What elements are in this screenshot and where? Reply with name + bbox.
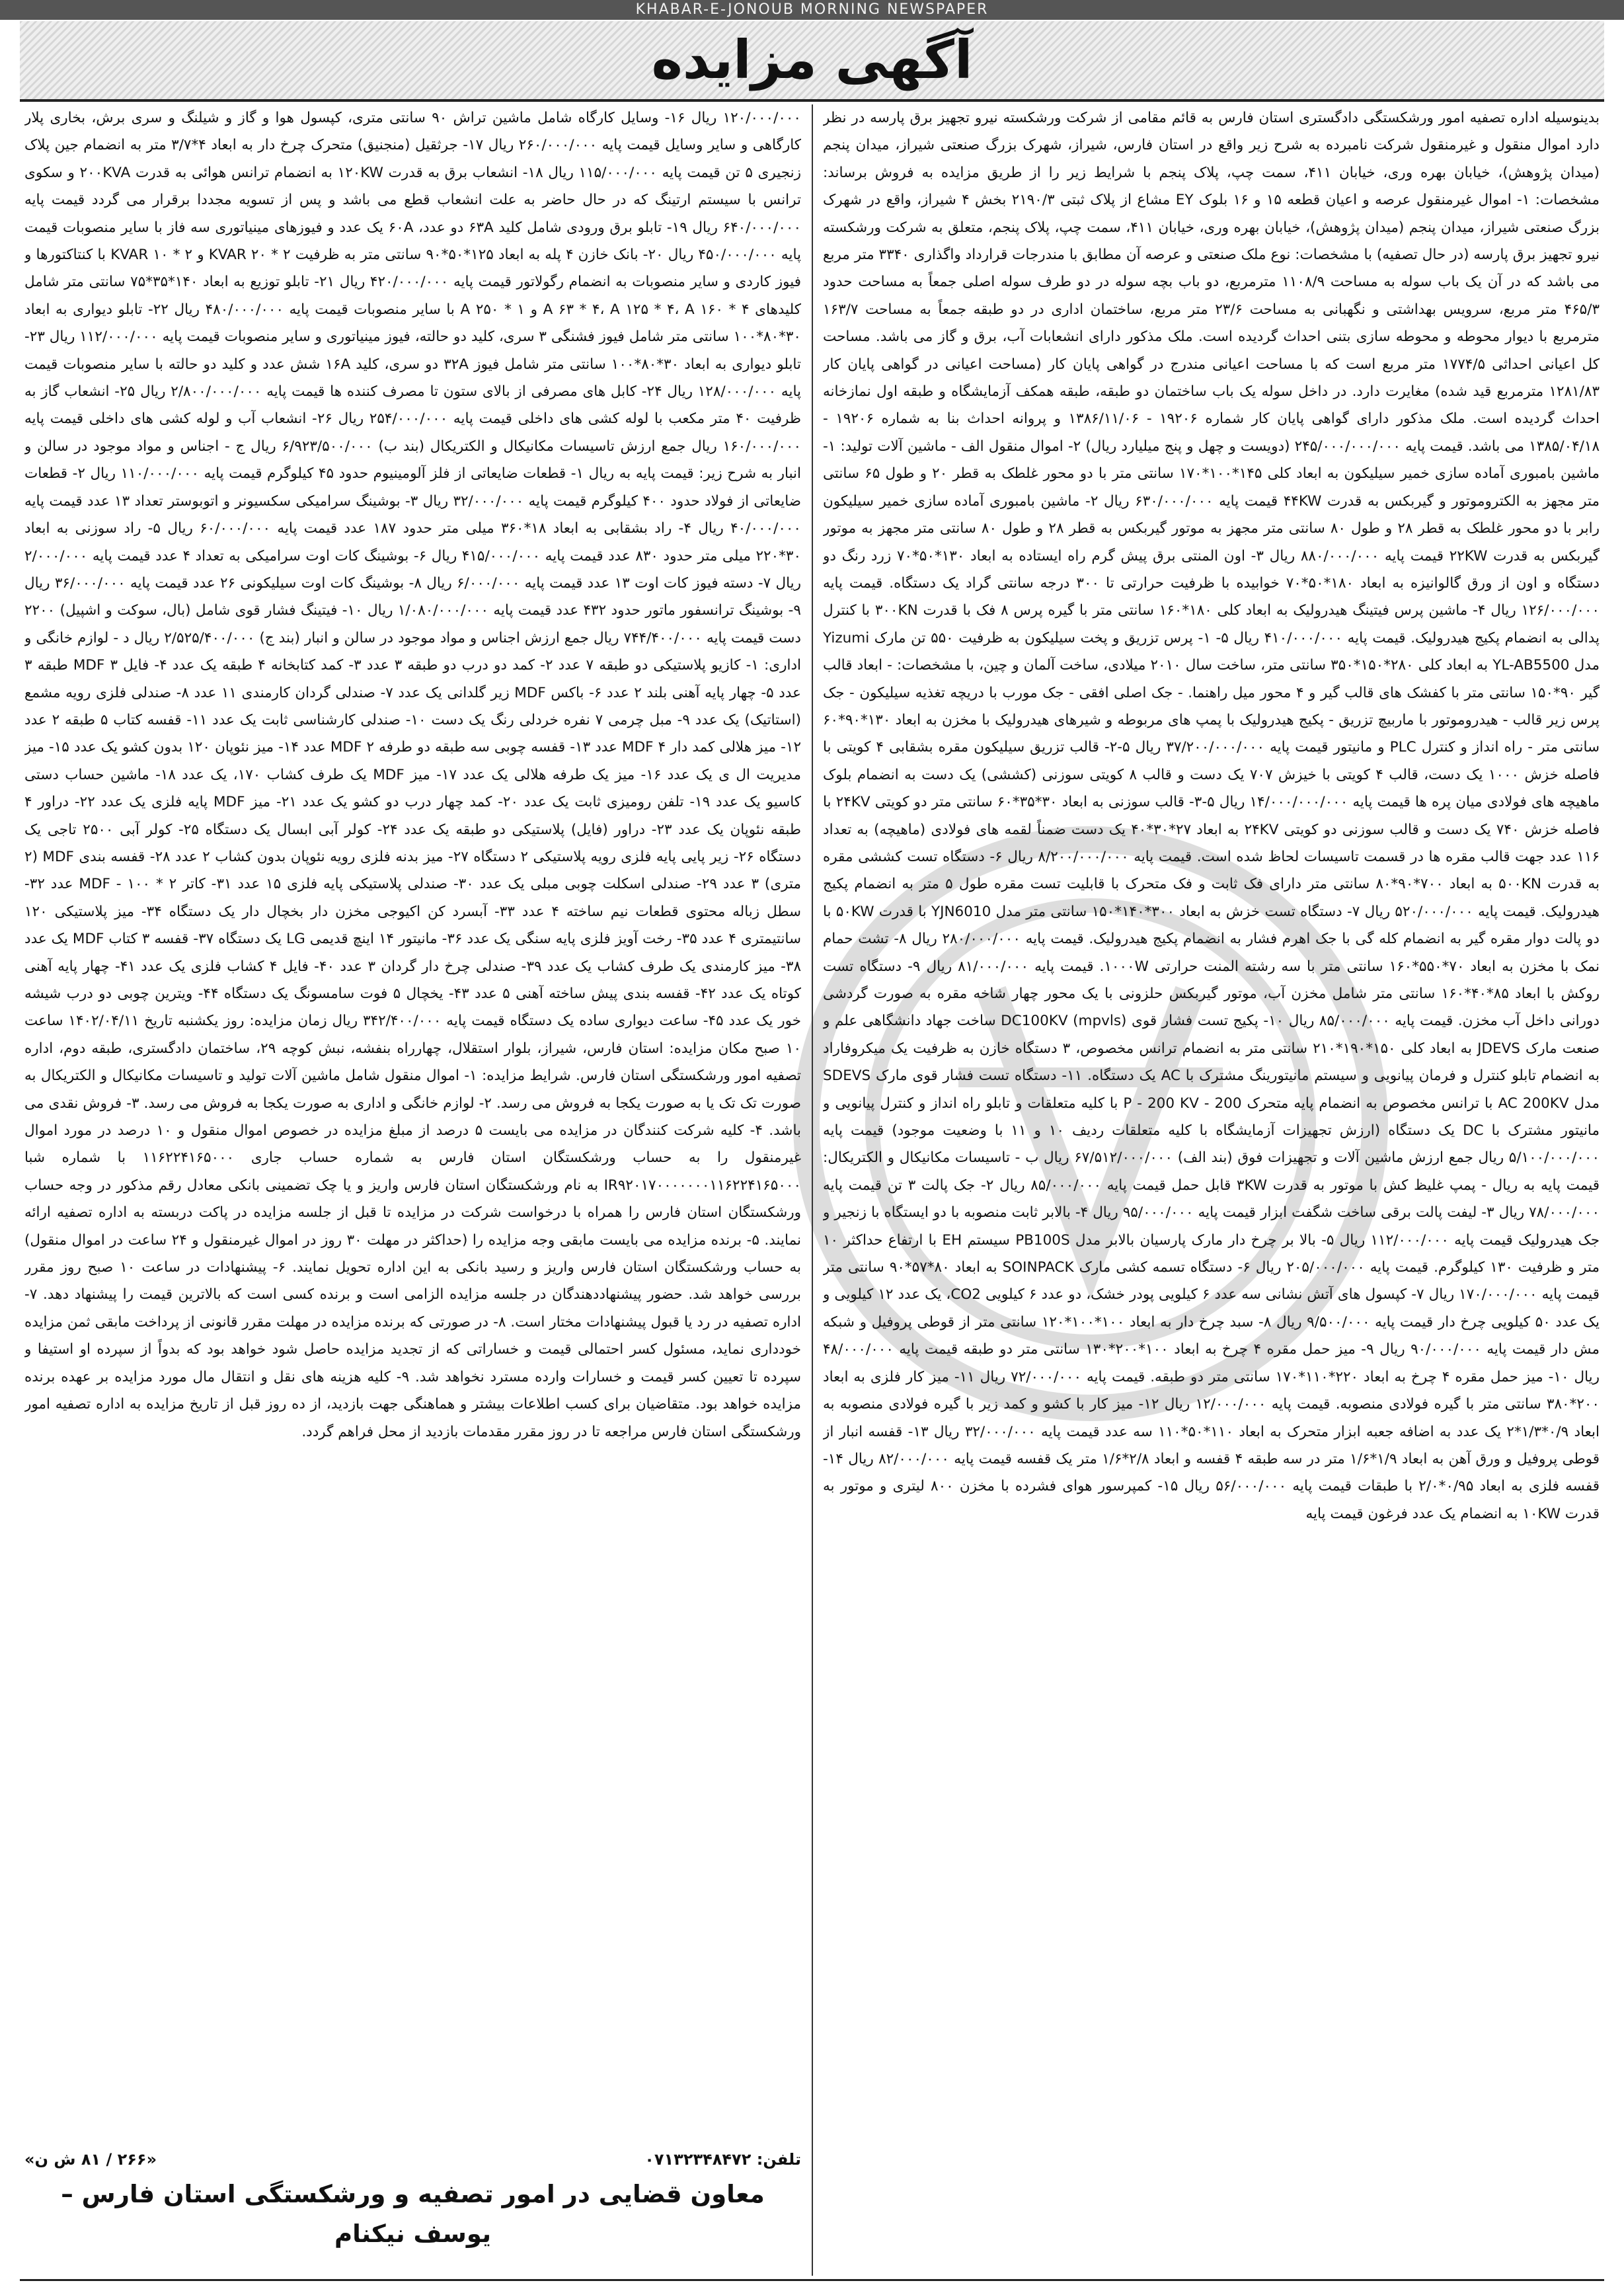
phone-number: تلفن: ۰۷۱۳۲۳۴۸۴۷۲ (644, 2150, 801, 2169)
top-divider (20, 99, 1604, 102)
signature: معاون قضایی در امور تصفیه و ورشکستگی استان فارس – یوسف نیکنام (61, 2180, 765, 2248)
newspaper-masthead: KHABAR-E-JONOUB MORNING NEWSPAPER (0, 0, 1624, 20)
bottom-divider (20, 2279, 1604, 2281)
column-divider (812, 104, 813, 2276)
article-column-left (24, 104, 801, 2140)
column-text-left: ۱۲۰/۰۰۰/۰۰۰ ریال ۱۶- وسایل کارگاه شامل ماشین تراش ۹۰ سانتی متری، کپسول هوا و گاز و شیلنگ و سری برش، بخاری پلار کارگاهی و سایر وسایل قیمت پایه ۲۶۰/۰۰۰/۰۰۰ ریال ۱۷- جرثقیل (منجنیق) متحرک چرخ دار به ابعاد ۴*۳/۷ متر به انضمام جین پلاک زنجیری ۵ تن قیمت پایه ۱۱۵/۰۰۰/۰۰۰ ریال ۱۸- انشعاب برق به قدرت ۱۲۰KW به انضمام ترانس هوائی به قدرت ۲۰۰KVA و سکوی ترانس با سیستم ارتینگ که در حال حاضر به علت انشعاب قطع می باشد و پس از تسویه مجددا برقرار می گردد قیمت پایه ۶۴۰/۰۰۰/۰۰۰ ریال ۱۹- تابلو برق ورودی شامل کلید ۶۳A دو عدد، ۶۰A یک عدد و فیوزهای مینیاتوری سه فاز با سایر منصوبات قیمت پایه ۴۵۰/۰۰۰/۰۰۰ ریال ۲۰- بانک خازن ۴ پله به ابعاد ۱۲۵*۵۰*۹۰ سانتی متر به ظرفیت KVAR ۲۰ * ۲ و KVAR ۱۰ * ۲ با کنتاکتورها و فیوز کاردی و سایر منصوبات به انضمام رگولاتور قیمت پایه ۴۲۰/۰۰۰/۰۰۰ ریال ۲۱- تابلو توزیع به ابعاد ۱۴۰*۳۵*۷۵ سانتی متر شامل کلیدهای A ۶۳ * ۴، A ۱۲۵ * ۴، A ۱۶۰ * ۴ و A ۲۵۰ * ۱ با سایر منصوبات قیمت پایه ۴۸۰/۰۰۰/۰۰۰ ریال ۲۲- تابلو دیواری به ابعاد ۳۰*۸۰*۱۰۰ سانتی متر شامل فیوز فشنگی ۳ سری، کلید دو حالته، فیوز مینیاتوری و سایر منصوبات قیمت پایه ۱۱۲/۰۰۰/۰۰۰ ریال ۲۳- تابلو دیواری به ابعاد ۳۰*۸۰*۱۰۰ سانتی متر شامل فیوز ۳۲A دو سری، کلید ۱۶A شش عدد و کلید دو حالته با سایر منصوبات قیمت پایه ۱۲۸/۰۰۰/۰۰۰ ریال ۲۴- کابل های مصرفی از بالای ستون تا مصرف کننده ها قیمت پایه ۲/۸۰۰/۰۰۰/۰۰۰ ریال ۲۵- انشعاب گاز به ظرفیت ۴۰ متر مکعب با لوله کشی های داخلی قیمت پایه ۲۵۴/۰۰۰/۰۰۰ ریال ۲۶- انشعاب آب و لوله کشی های داخلی قیمت پایه ۱۶۰/۰۰۰/۰۰۰ ریال جمع ارزش تاسیسات مکانیکال و الکتریکال (بند ب) ۶/۹۲۳/۵۰۰/۰۰۰ ریال ج - اجناس و مواد موجود در سالن و انبار به شرح زیر: قیمت پایه به ریال ۱- قطعات ضایعاتی از فلز آلومینیوم حدود ۴۵ کیلوگرم قیمت پایه ۱۱۰/۰۰۰/۰۰۰ ریال ۲- قطعات ضایعاتی از فولاد حدود ۴۰۰ کیلوگرم قیمت پایه ۳۲/۰۰۰/۰۰۰ ریال ۳- بوشینگ سرامیکی سکسیونر و اتوبوستر تعداد ۱۳ عدد قیمت پایه ۴۰/۰۰۰/۰۰۰ ریال ۴- راد بشقابی به ابعاد ۱۸*۳۶۰ میلی متر حدود ۱۸۷ عدد قیمت پایه ۶۰/۰۰۰/۰۰۰ ریال ۵- راد سوزنی به ابعاد ۳۰*۲۲۰ میلی متر حدود ۸۳۰ عدد قیمت پایه ۴۱۵/۰۰۰/۰۰۰ ریال ۶- بوشینگ کات اوت سرامیکی به تعداد ۴ عدد قیمت پایه ۲/۰۰۰/۰۰۰ ریال ۷- دسته فیوز کات اوت ۱۳ عدد قیمت پایه ۶/۰۰۰/۰۰۰ ریال ۸- بوشینگ کات اوت سیلیکونی ۲۶ عدد قیمت پایه ۳۶/۰۰۰/۰۰۰ ریال ۹- بوشینگ ترانسفور ماتور حدود ۴۳۲ عدد قیمت پایه ۱/۰۸۰/۰۰۰/۰۰۰ ریال ۱۰- فیتینگ فشار قوی شامل (بال، سوکت و اشپیل) ۲۲۰۰ دست قیمت پایه ۷۴۴/۴۰۰/۰۰۰ ریال جمع ارزش اجناس و مواد موجود در سالن و انبار (بند ج) ۲/۵۲۵/۴۰۰/۰۰۰ ریال د - لوازم خانگی و اداری: ۱- کازیو پلاستیکی دو طبقه ۷ عدد ۲- کمد دو درب دو طبقه ۳ عدد ۳- کمد کتابخانه ۴ طبقه یک عدد ۴- فایل MDF ۳ طبقه ۳ عدد ۵- چهار پایه آهنی بلند ۲ عدد ۶- باکس MDF زیر گلدانی یک عدد ۷- صندلی گردان کارمندی ۱۱ عدد ۸- صندلی فلزی رویه مشمع (استاتیک) یک عدد ۹- مبل چرمی ۷ نفره خردلی رنگ یک دست ۱۰- صندلی کارشناسی ثابت یک عدد ۱۱- قفسه کتاب ۵ طبقه ۲ عدد ۱۲- میز هلالی کمد دار MDF ۴ عدد ۱۳- قفسه چوبی سه طبقه دو طرفه MDF ۲ عدد ۱۴- میز نئوپان ۱۲۰ بدون کشو یک عدد ۱۵- میز مدیریت ال ی یک عدد ۱۶- میز یک طرفه هلالی یک عدد ۱۷- میز MDF یک طرف کشاب ۱۷۰، یک عدد ۱۸- ماشین حساب دستی کاسیو یک عدد ۱۹- تلفن رومیزی ثابت یک عدد ۲۰- کمد چهار درب دو کشو یک عدد ۲۱- میز MDF پایه فلزی یک عدد ۲۲- دراور ۴ طبقه نئوپان یک عدد ۲۳- دراور (فایل) پلاستیکی دو طبقه یک عدد ۲۴- کولر آبی ابسال یک دستگاه ۲۵- کولر آبی ۲۵۰۰ تاجی یک دستگاه ۲۶- زیر پایی پایه فلزی رویه پلاستیکی ۲ دستگاه ۲۷- میز بدنه فلزی رویه نئوپان بدون کشاب ۲ عدد ۲۸- قفسه بندی MDF (۲ متری) ۳ عدد ۲۹- صندلی اسکلت چوبی مبلی یک عدد ۳۰- صندلی پلاستیکی پایه فلزی ۱۵ عدد ۳۱- کاتر MDF - ۱۰۰ * ۲ عدد ۳۲- سطل زباله محتوی قطعات نیم ساخته ۴ عدد ۳۳- آبسرد کن اکیوجی مخزن دار بخچال دار یک دستگاه ۳۴- میز پلاستیکی ۱۲۰ سانتیمتری ۴ عدد ۳۵- رخت آویز فلزی پایه سنگی یک عدد ۳۶- مانیتور ۱۴ اینچ قدیمی LG یک دستگاه ۳۷- قفسه ۳ کتاب MDF یک عدد ۳۸- میز کارمندی یک طرف کشاب یک عدد ۳۹- صندلی چرخ دار گردان ۳ عدد ۴۰- فایل ۴ کشاب فلزی یک عدد ۴۱- چهار پایه آهنی کوتاه یک عدد ۴۲- قفسه بندی پیش ساخته آهنی ۵ عدد ۴۳- یخچال ۵ فوت سامسونگ یک دستگاه ۴۴- ویترین چوبی دو درب شیشه خور یک عدد ۴۵- ساعت دیواری ساده یک دستگاه قیمت پایه ۳۴۲/۴۰۰/۰۰۰ ریال زمان مزایده: روز یکشنبه تاریخ ۱۴۰۲/۰۴/۱۱ ساعت ۱۰ صبح مکان مزایده: استان فارس، شیراز، بلوار استقلال، چهارراه بنفشه، نبش کوچه ۲۹، ساختمان دادگستری، طبقه دوم، اداره تصفیه امور ورشکستگی استان فارس. شرایط مزایده: ۱- اموال منقول شامل ماشین آلات تولید و تاسیسات مکانیکال و الکتریکال به صورت تک تک یا به صورت یکجا به فروش می رسد. ۲- لوازم خانگی و اداری به صورت یکجا به فروش می رسد. ۳- فروش نقدی می باشد. ۴- کلیه شرکت کنندگان در مزایده می بایست ۵ درصد از مبلغ مزایده در خصوص اموال منقول و ۱۰ درصد در مورد اموال غیرمنقول را به حساب ورشکستگان استان فارس به شماره حساب جاری ۱۱۶۲۲۴۱۶۵۰۰۰ با شماره شبا IR۹۲۰۱۷۰۰۰۰۰۰۰۱۱۶۲۲۴۱۶۵۰۰۰ به نام ورشکستگان استان فارس واریز و یا چک تضمینی بانکی معادل رقم مذکور در وجه حساب ورشکستگان استان فارس را همراه با درخواست شرکت در مزایده تا قبل از جلسه مزایده در پاکت دربسته به اداره تصفیه ارائه نمایند. ۵- برنده مزایده می بایست مابقی وجه مزایده را (حداکثر در مهلت ۳۰ روز در اموال غیرمنقول و ۲۴ ساعت در اموال منقول) به حساب ورشکستگان استان فارس واریز و رسید بانکی به این اداره تحویل نمایند. ۶- پیشنهادات در ساعت ۱۰ صبح روز مقرر بررسی خواهد شد. حضور پیشنهاددهندگان در جلسه مزایده الزامی است و برنده کسی است که بالاترین قیمت را پیشنهاد دهد. ۷- اداره تصفیه در رد یا قبول پیشنهادات مختار است. ۸- در صورتی که برنده مزایده در مهلت مقرر قانونی از پرداخت مابقی ثمن مزایده خودداری نماید، مسئول کسر احتمالی قیمت و خساراتی که از تجدید مزایده حاصل شود خواهد بود که بدواً از سپرده او استیفا و سپرده تا تعیین کسر قیمت و خسارات وارده مسترد نخواهد شد. ۹- کلیه هزینه های نقل و انتقال مال مورد مزایده بر عهده برنده مزایده خواهد بود. متقاضیان برای کسب اطلاعات بیشتر و هماهنگی جهت بازدید، از ده روز قبل از تاریخ مزایده به اداره تصفیه امور ورشکستگی استان فارس مراجعه تا در روز مقرر مقدمات بازدید از محل فراهم گردد. (24, 110, 801, 1440)
page-title: آگهی مزایده (651, 29, 973, 91)
contact-line (24, 2145, 801, 2174)
ad-code: «۲۶۶ / ۸۱ ش ن» (24, 2150, 157, 2169)
article-column-right (823, 104, 1600, 2280)
column-text-right: بدینوسیله اداره تصفیه امور ورشکستگی دادگستری استان فارس به قائم مقامی از شرکت ورشکسته نیرو تجهیز برق پارسه در نظر دارد اموال منقول و غیرمنقول شرکت نامبرده به شرح زیر واقع در استان فارس، شیراز، شهرک بزرگ صنعتی شیراز، میدان پنجم (میدان پژوهش)، خیابان بهره وری، خیابان ۴۱۱، سمت چپ، پلاک پنجم با شرایط زیر را از طریق مزایده به فروش برساند: مشخصات: ۱- اموال غیرمنقول عرصه و اعیان قطعه ۱۵ و ۱۶ بلوک EY مشاع از پلاک ثبتی ۲۱۹۰/۳ بخش ۴ شیراز، واقع در شهرک بزرگ صنعتی شیراز، میدان پنجم (میدان پژوهش)، خیابان بهره وری، خیابان ۴۱۱، سمت چپ، پلاک پنجم، متعلق به شرکت ورشکسته نیرو تجهیز برق پارسه (در حال تصفیه) با مشخصات: نوع ملک صنعتی و عرصه آن مطابق با مندرجات قرارداد واگذاری ۳۳۴۰ متر مربع می باشد که در آن یک باب سوله به مساحت ۱۱۰۸/۹ مترمربع، دو باب بچه سوله در دو طرف سوله اصلی جمعاً به مساحت حدود ۴۶۵/۳ متر مربع، سرویس بهداشتی و نگهبانی به مساحت ۲۳/۶ متر مربع، ساختمان اداری در دو طبقه جمعاً به مساحت ۱۶۳/۷ مترمربع با دیوار محوطه و محوطه سازی بتنی احداث گردیده است. ملک مذکور دارای انشعابات آب، برق و گاز می باشد. مساحت کل اعیانی احداثی ۱۷۷۴/۵ متر مربع است که با مساحت اعیانی مندرج در گواهی پایان کار (مساحت اعیانی در گواهی پایان کار ۱۲۸۱/۸۳ مترمربع قید شده) مغایرت دارد. در داخل سوله یک باب ساختمان دو طبقه، طبقه همکف آزمایشگاه و طبقه اول نمازخانه احداث گردیده است. ملک مذکور دارای گواهی پایان کار شماره ۱۹۲۰۶ - ۱۳۸۶/۱۱/۰۶ و پروانه احداث بنا به شماره ۱۹۲۰۶ - ۱۳۸۵/۰۴/۱۸ می باشد. قیمت پایه ۲۴۵/۰۰۰/۰۰۰/۰۰۰ (دویست و چهل و پنج میلیارد ریال) ۲- اموال منقول الف - ماشین آلات تولید: ۱- ماشین بامبوری آماده سازی خمیر سیلیکون به ابعاد کلی ۱۴۵*۱۰۰*۱۷۰ سانتی متر با دو محور غلطک به قطر ۲۰ و طول ۶۵ سانتی متر مجهز به الکتروموتور و گیربکس به قدرت ۴۴KW قیمت پایه ۶۳۰/۰۰۰/۰۰۰ ریال ۲- ماشین بامبوری آماده سازی خمیر سیلیکون رابر با دو محور غلطک به قطر ۲۸ و طول ۸۰ سانتی متر مجهز به موتور گیربکس به قطر ۲۸ و طول ۸۰ سانتی متر مجهز به موتور گیربکس به قدرت ۲۲KW قیمت پایه ۸۸۰/۰۰۰/۰۰۰ ریال ۳- اون المنتی برق پیش گرم راه ایستاده به ابعاد ۱۳۰*۵۰*۷۰ زرد رنگ دو دستگاه و اون از ورق گالوانیزه به ابعاد ۱۸۰*۵۰*۷۰ خوابیده با ظرفیت حرارتی تا ۳۰۰ درجه سانتی گراد یک دستگاه. قیمت پایه ۱۲۶/۰۰۰/۰۰۰ ریال ۴- ماشین پرس فیتینگ هیدرولیک به ابعاد کلی ۱۸۰*۱۶۰ سانتی متر با گیره پرس ۸ فک با قدرت ۳۰۰KN با کنترل پدالی به انضمام پکیج هیدرولیک. قیمت پایه ۴۱۰/۰۰۰/۰۰۰ ریال ۵- ۱- پرس تزریق و پخت سیلیکون به ظرفیت ۵۵۰ تن مارک Yizumi مدل YL-AB5500 به ابعاد کلی ۲۸۰*۱۵۰*۳۵۰ سانتی متر، ساخت سال ۲۰۱۰ میلادی، ساخت آلمان و چین، با مشخصات: - ابعاد قالب گیر ۹۰*۱۵۰ سانتی متر با کفشک های قالب گیر و ۴ محور میل راهنما. - جک اصلی افقی - جک مورب با دریچه تغذیه سیلیکون - جک پرس زیر قالب - هیدروموتور با ماربیچ تزریق - پکیج هیدرولیک با پمپ های مربوطه و شیرهای هیدرولیک با مخزن به ابعاد ۱۳۰*۹۰*۶۰ سانتی متر - راه انداز و کنترل PLC و مانیتور قیمت پایه ۳۷/۲۰۰/۰۰۰/۰۰۰ ریال ۵-۲- قالب تزریق سیلیکون مقره بشقابی ۴ کویتی با فاصله خزش ۱۰۰۰ یک دست، قالب ۴ کویتی با خیزش ۷۰۷ یک دست و قالب ۸ کویتی سوزنی (کششی) یک دست به انضمام بلوک ماهیچه های فولادی میان پره ها قیمت پایه ۱۴/۰۰۰/۰۰۰/۰۰۰ ریال ۵-۳- قالب سوزنی به ابعاد ۳۰*۳۵*۶۰ سانتی متر دو کویتی ۲۴KV با فاصله خزش ۷۴۰ یک دست و قالب سوزنی دو کویتی ۲۴KV به ابعاد ۲۷*۳۰*۴۰ یک دست ضمناً لقمه های فولادی (ماهیچه) به تعداد ۱۱۶ عدد جهت قالب مقره ها در قسمت تاسیسات لحاظ شده است. قیمت پایه ۸/۲۰۰/۰۰۰/۰۰۰ ریال ۶- دستگاه تست کششی مقره به قدرت ۵۰۰KN به ابعاد ۷۰۰*۹۰*۸۰ سانتی متر دارای فک ثابت و فک متحرک با قابلیت تست مقره طول ۵ متر به انضمام پکیج هیدرولیک. قیمت پایه ۵۲۰/۰۰۰/۰۰۰ ریال ۷- دستگاه تست خزش به ابعاد ۳۰۰*۱۴۰*۱۵۰ سانتی متر مدل YJN6010 با قدرت ۵۰KW با دو پالت دوار مقره گیر به انضمام کله گی با جک اهرم فشار به انضمام پکیج هیدرولیک. قیمت پایه ۲۸۰/۰۰۰/۰۰۰ ریال ۸- تشت حمام نمک با مخزن به ابعاد ۷۰*۵۵۰*۱۶۰ سانتی متر با سه رشته المنت حرارتی ۱۰۰۰W. قیمت پایه ۸۱/۰۰۰/۰۰۰ ریال ۹- دستگاه تست روکش با ابعاد ۸۵*۴۰*۱۶۰ سانتی متر شامل مخزن آب، موتور گیربکس حلزونی با یک محور چهار شاخه مقره به صورت گردشی دورانی داخل آب مخزن. قیمت پایه ۸۵/۰۰۰/۰۰۰ ریال ۱۰- پکیج تست فشار قوی DC100KV (mpvls) ساخت جهاد دانشگاهی علم و صنعت مارک JDEVS به ابعاد کلی ۱۵۰*۱۹۰*۲۱۰ سانتی متر به انضمام ترانس مخصوص، ۳ دستگاه خازن به ظرفیت یک میکروفاراد به انضمام تابلو کنترل و فرمان پیانویی و سیستم مانیتورینگ مشترک با AC یک دستگاه. ۱۱- دستگاه تست فشار قوی مارک SDEVS مدل AC 200KV با ترانس مخصوص به انضمام پایه متحرک P - 200 KV - 200 با کلیه متعلقات و تابلو راه انداز و کنترل پیانویی و مانیتور مشترک با DC یک دستگاه (ارزش تجهیزات آزمایشگاه با کلیه متعلقات ردیف ۱۰ و ۱۱ با وضعیت موجود) قیمت پایه ۵/۱۰۰/۰۰۰/۰۰۰ ریال جمع ارزش ماشین آلات و تجهیزات فوق (بند الف) ۶۷/۵۱۲/۰۰۰/۰۰۰ ریال ب - تاسیسات مکانیکال و الکتریکال: قیمت پایه به ریال - پمپ غلیظ کش با موتور به قدرت ۳KW قابل حمل قیمت پایه ۸۵/۰۰۰/۰۰۰ ریال ۲- جک پالت ۳ تن قیمت پایه ۷۸/۰۰۰/۰۰۰ ریال ۳- لیفت پالت برقی ساخت شگفت ابزار قیمت پایه ۹۵/۰۰۰/۰۰۰ ریال ۴- بالابر ثابت منصوبه با دو ایستگاه با زنجیر و جک هیدرولیک قیمت پایه ۱۱۲/۰۰۰/۰۰۰ ریال ۵- بالا بر چرخ دار مارک پارسیان بالابر مدل PB100S سیستم EH با ارتفاع حداکثر ۱۰ متر و ظرفیت ۱۳۰ کیلوگرم. قیمت پایه ۲۰۵/۰۰۰/۰۰۰ ریال ۶- دستگاه تسمه کشی مارک SOINPACK به ابعاد ۸۰*۵۷*۹۰ سانتی متر قیمت پایه ۱۷۰/۰۰۰/۰۰۰ ریال ۷- کپسول های آتش نشانی سه عدد ۶ کیلویی پودر خشک، دو عدد ۶ کیلویی CO2، یک عدد ۱۲ کیلویی و یک عدد ۵۰ کیلویی چرخ دار قیمت پایه ۹/۵۰۰/۰۰۰ ریال ۸- سبد چرخ دار به ابعاد ۱۰۰*۱۰۰*۱۲۰ سانتی متر از قوطی پروفیل و شبکه مش دار قیمت پایه ۹۰/۰۰۰/۰۰۰ ریال ۹- میز حمل مقره ۴ چرخ به ابعاد ۱۰۰*۲۰۰*۱۳۰ سانتی متر دو طبقه قیمت پایه ۴۸/۰۰۰/۰۰۰ ریال ۱۰- میز حمل مقره ۴ چرخ به ابعاد ۲۲۰*۱۱۰*۱۷۰ سانتی متر دو طبقه. قیمت پایه ۷۲/۰۰۰/۰۰۰ ریال ۱۱- میز کار فلزی به ابعاد ۲۰۰*۳۸۰ سانتی متر با گیره فولادی منصوبه. قیمت پایه ۱۲/۰۰۰/۰۰۰ ریال ۱۲- میز کار با کشو و کمد زیر با گیره فولادی منصوبه به ابعاد ۰/۹*۱/۳*۲ یک عدد به اضافه جعبه ابزار متحرک به ابعاد ۱۱۰*۵۰*۱۱۰ سه عدد قیمت پایه ۳۲/۰۰۰/۰۰۰ ریال ۱۳- قفسه انبار از قوطی پروفیل و ورق آهن به ابعاد ۱/۹*۱/۶ متر در سه طبقه ۴ قفسه و ابعاد ۲/۸*۱/۶ متر یک قفسه قیمت پایه ۸۲/۰۰۰/۰۰۰ ریال ۱۴- قفسه فلزی به ابعاد ۰/۹۵*۲/۰ با طبقات قیمت پایه ۵۶/۰۰۰/۰۰۰ ریال ۱۵- کمپرسور هوای فشرده با مخزن ۸۰۰ لیتری و موتور به قدرت ۱۰KW به انضمام یک عدد فرغون قیمت پایه (823, 110, 1600, 1522)
